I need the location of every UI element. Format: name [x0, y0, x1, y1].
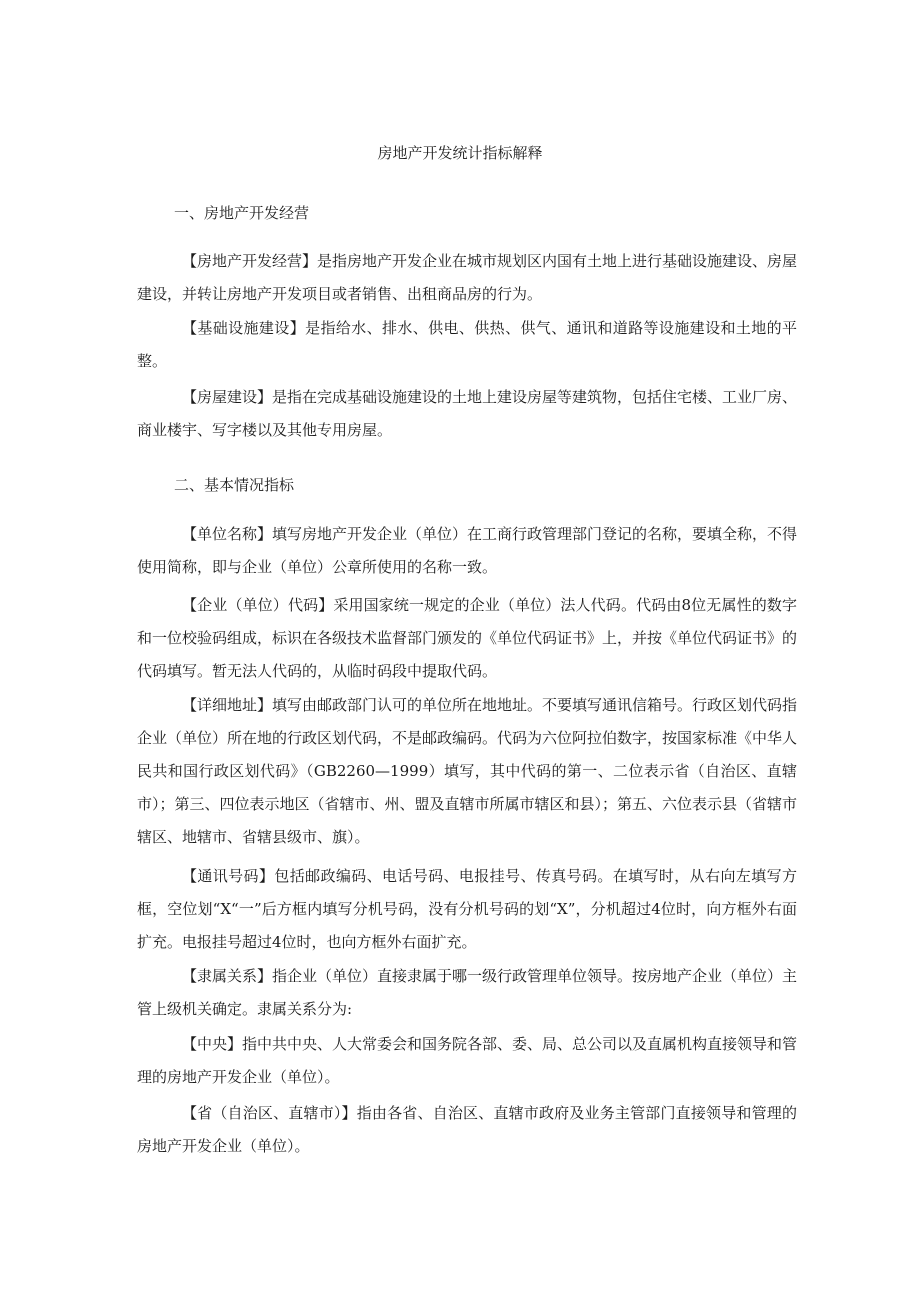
paragraph-central: 【中央】指中共中央、人大常委会和国务院各部、委、局、总公司以及直属机构直接领导和管理的房地产开发企业（单位）。 [137, 1035, 798, 1086]
paragraph-province: 【省（自治区、直辖市）】指由各省、自治区、直辖市政府及业务主管部门直接领导和管理的房地产开发企业（单位）。 [137, 1104, 797, 1155]
paragraph-unit-code: 【企业（单位）代码】采用国家统一规定的企业（单位）法人代码。代码由8位无属性的数字和一位校验码组成，标识在各级技术监督部门颁发的《单位代码证书》上，并按《单位代码证书》的代码填写。暂无法人代码的，从临时码段中提取代码。 [137, 596, 798, 680]
section-heading-basic-info: 二、基本情况指标 [174, 476, 295, 494]
paragraph-address: 【详细地址】填写由邮政部门认可的单位所在地地址。不要填写通讯信箱号。行政区划代码指企业（单位）所在地的行政区划代码，不是邮政编码。代码为六位阿拉伯数字，按国家标准《中华人民共和国行政区划代码》（GB2260—1999）填写，其中代码的第一、二位表示省（自治区、直辖市）；第三、四位表示地区（省辖市、州、盟及直辖市所属市辖区和县）；第五、六位表示县（省辖市辖区、地辖市、省辖县级市、旗）。 [137, 696, 798, 846]
paragraph-unit-name: 【单位名称】填写房地产开发企业（单位）在工商行政管理部门登记的名称，要填全称，不得使用简称，即与企业（单位）公章所使用的名称一致。 [137, 525, 798, 576]
document-title: 房地产开发统计指标解释 [377, 144, 543, 162]
paragraph-real-estate-development: 【房地产开发经营】是指房地产开发企业在城市规划区内国有土地上进行基础设施建设、房屋建设，并转让房地产开发项目或者销售、出租商品房的行为。 [137, 252, 798, 303]
paragraph-housing-construction: 【房屋建设】是指在完成基础设施建设的土地上建设房屋等建筑物，包括住宅楼、工业厂房、商业楼宇、写字楼以及其他专用房屋。 [137, 388, 798, 439]
paragraph-contact-numbers: 【通讯号码】包括邮政编码、电话号码、电报挂号、传真号码。在填写时，从右向左填写方框，空位划“X“一”后方框内填写分机号码，没有分机号码的划“X”，分机超过4位时，向方框外右面扩充。电报挂号超过4位时，也向方框外右面扩充。 [137, 867, 797, 951]
paragraph-affiliation: 【隶属关系】指企业（单位）直接隶属于哪一级行政管理单位领导。按房地产企业（单位）主管上级机关确定。隶属关系分为: [137, 967, 798, 1018]
paragraph-infrastructure: 【基础设施建设】是指给水、排水、供电、供热、供气、通讯和道路等设施建设和土地的平整。 [137, 319, 797, 370]
section-heading-development: 一、房地产开发经营 [174, 204, 310, 222]
